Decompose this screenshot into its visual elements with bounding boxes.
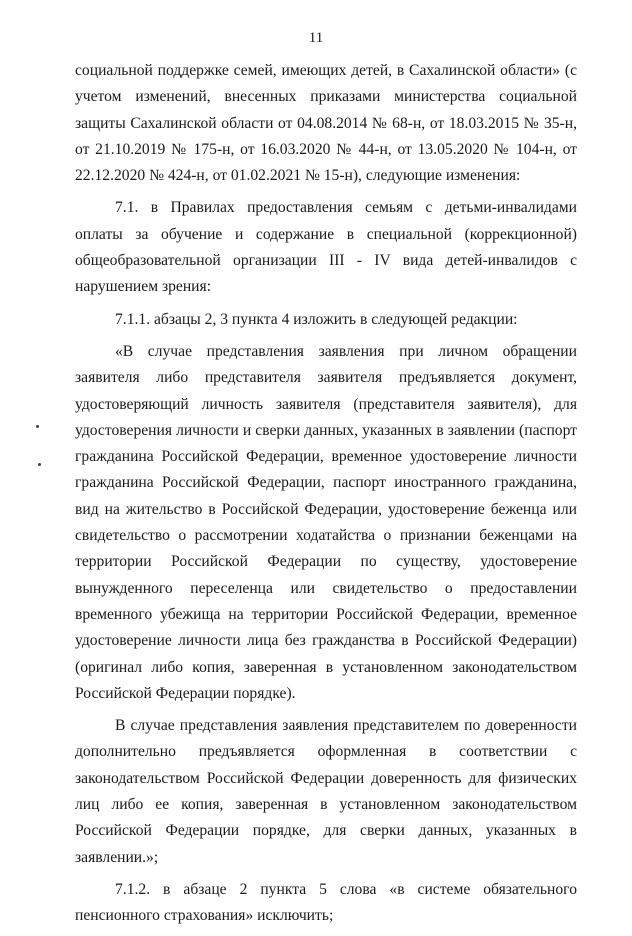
page-number: 11 bbox=[308, 30, 324, 46]
paragraph-7-1-2: 7.1.2. в абзаце 2 пункта 5 слова «в системе обязательного пенсионного страхования» исключить; bbox=[75, 880, 577, 925]
paragraph-power-of-attorney: В случае представления заявления представителем по доверенности дополнительно предъявляется оформленная в соответствии с законодательством Российской Федерации доверенность для физических лиц либо ее копия, заверенная в установленном законодательством Российской Федерации порядке, для сверки данных, указанных в заявлении.»; bbox=[75, 717, 577, 866]
paragraph-7-1-1: 7.1.1. абзацы 2, 3 пункта 4 изложить в следующей редакции: bbox=[115, 310, 518, 328]
paragraph-quoted-identity-docs: «В случае представления заявления при личном обращении заявителя либо представителя заявителя предъявляется документ, удостоверяющий личность заявителя (представителя заявителя), для удостоверения личности и сверки данных, указанных в заявлении (паспорт гражданина Российской Федерации, временное удостоверение личности гражданина Российской Федерации, паспорт иностранного гражданина, вид на жительство в Российской Федерации, удостоверение беженца или свидетельство о рассмотрении ходатайства о признании беженцами на территории Российской Федерации по существу, удостоверение вынужденного переселенца или свидетельство о предоставлении временного убежища на территории Российской Федерации, временное удостоверение личности лица без гражданства в Российской Федерации) (оригинал либо копия, заверенная в установленном законодательством Российской Федерации порядке). bbox=[75, 342, 577, 702]
scan-speck bbox=[38, 463, 41, 466]
scan-speck bbox=[36, 425, 39, 428]
paragraph-intro-continuation: социальной поддержке семей, имеющих детей, в Сахалинской области» (с учетом изменений, внесенных приказами министерства социальной защиты Сахалинской области от 04.08.2014 № 68-н, от 18.03.2015 № 35-н, от 21.10.2019 № 175-н, от 16.03.2020 № 44-н, от 13.05.2020 № 104-н, от 22.12.2020 № 424-н, от 01.02.2021 № 15-н), следующие изменения: bbox=[75, 62, 577, 185]
paragraph-7-1: 7.1. в Правилах предоставления семьям с детьми-инвалидами оплаты за обучение и содержание в специальной (коррекционной) общеобразовательной организации III - IV вида детей-инвалидов с нарушением зрения: bbox=[75, 199, 577, 296]
document-body bbox=[75, 58, 577, 936]
